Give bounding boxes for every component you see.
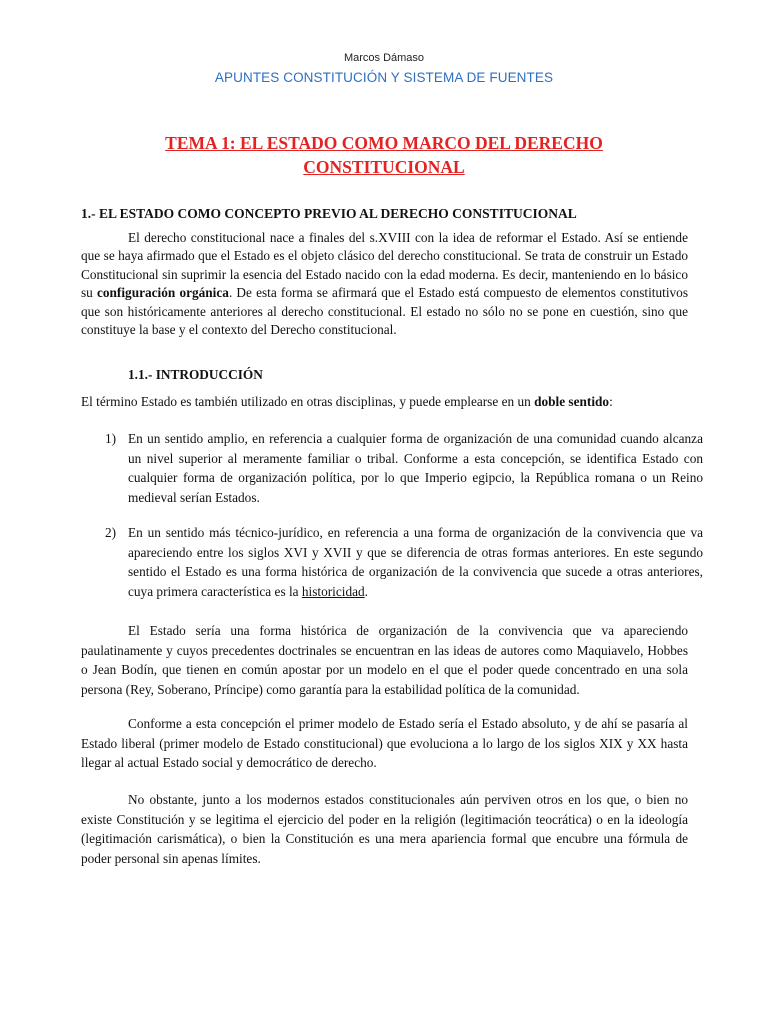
section-1-paragraph-part-b: . De esta forma se afirmará que el Estado está compuesto de elementos constitutivos que son históricamente anteriores al derecho constitucional. El estado no sólo no se pone en cuestión, sino que constituye la base y el contexto del Derecho constitucional. [81,285,688,338]
list-item-1-text: En un sentido amplio, en referencia a cualquier forma de organización de una comunidad cuando alcanza un nivel superior al meramente familiar o tribal. Conforme a esta concepción, se identifica Estado con cualquier forma de organización política, por lo que Imperio egipcio, la República romana o un Reino medieval serían Estados. [128,431,703,505]
list-item-2 [105,523,703,601]
header-subject: APUNTES CONSTITUCIÓN Y SISTEMA DE FUENTES [214,70,554,85]
list-item-2-text-part-a: En un sentido más técnico-jurídico, en referencia a una forma de organización de la convivencia que va apareciendo entre los siglos XVI y XVII y que se diferencia de otras formas anteriores. En este segundo sentido el Estado es una forma histórica de organización de la convivencia que sucede a otras anteriores, cuya primera característica es la [128,525,703,599]
section-1-1-heading: 1.1.- INTRODUCCIÓN [128,367,263,382]
intro-paragraph-part-b: : [609,394,613,409]
list-item-1-number: 1) [105,431,117,446]
section-1-paragraph-part-a: El derecho constitucional nace a finales del s.XVIII con la idea de reformar el Estado. Así se entiende que se haya afirmado que el Estado es el objeto clásico del derecho constitucional. Se trata de construir un Estado Constitucional sin suprimir la esencia del Estado nacido con la edad moderna. Es decir, manteniendo en lo básico su [81,230,688,301]
list-item-2-underlined-term: historicidad [301,583,365,599]
list-item-2-text-part-b: . [364,583,368,599]
intro-paragraph [81,393,688,411]
list-item-2-number: 2) [105,525,117,540]
document-title [60,131,708,179]
document-title-line1: TEMA 1: EL ESTADO COMO MARCO DEL DERECHO [165,133,603,153]
list-item-1 [105,429,703,507]
paragraph-4: No obstante, junto a los modernos estados constitucionales aún perviven otros en los que, o bien no existe Constitución y se legitima el ejercicio del poder en la religión (legitimación teocrática) o en la ideología (legitimación carismática), o bien la Constitución es una mera apariencia formal que encubre una fórmula de poder personal sin apenas límites. [81,792,688,866]
section-1-heading: 1.- EL ESTADO COMO CONCEPTO PREVIO AL DERECHO CONSTITUCIONAL [81,206,577,221]
intro-paragraph-part-a: El término Estado es también utilizado en otras disciplinas, y puede emplearse en un [81,394,535,409]
header-author: Marcos Dámaso [343,52,425,64]
section-1-paragraph [81,229,688,339]
intro-paragraph-bold: doble sentido [534,394,610,409]
paragraph-2: El Estado sería una forma histórica de organización de la convivencia que va apareciendo paulatinamente y cuyos precedentes doctrinales se encuentran en las ideas de autores como Maquiavelo, Hobbes o Jean Bodín, que tienen en común apostar por un modelo en el que el poder quede concentrado en una sola persona (Rey, Soberano, Príncipe) como garantía para la estabilidad política de la comunidad. [81,623,688,697]
document-title-line2: CONSTITUCIONAL [303,157,465,177]
section-1-paragraph-bold: configuración orgánica [96,285,229,301]
paragraph-3: Conforme a esta concepción el primer modelo de Estado sería el Estado absoluto, y de ahí se pasaría al Estado liberal (primer modelo de Estado constitucional) que evoluciona a lo largo de los siglos XIX y XX hasta llegar al actual Estado social y democrático de derecho. [81,716,688,771]
